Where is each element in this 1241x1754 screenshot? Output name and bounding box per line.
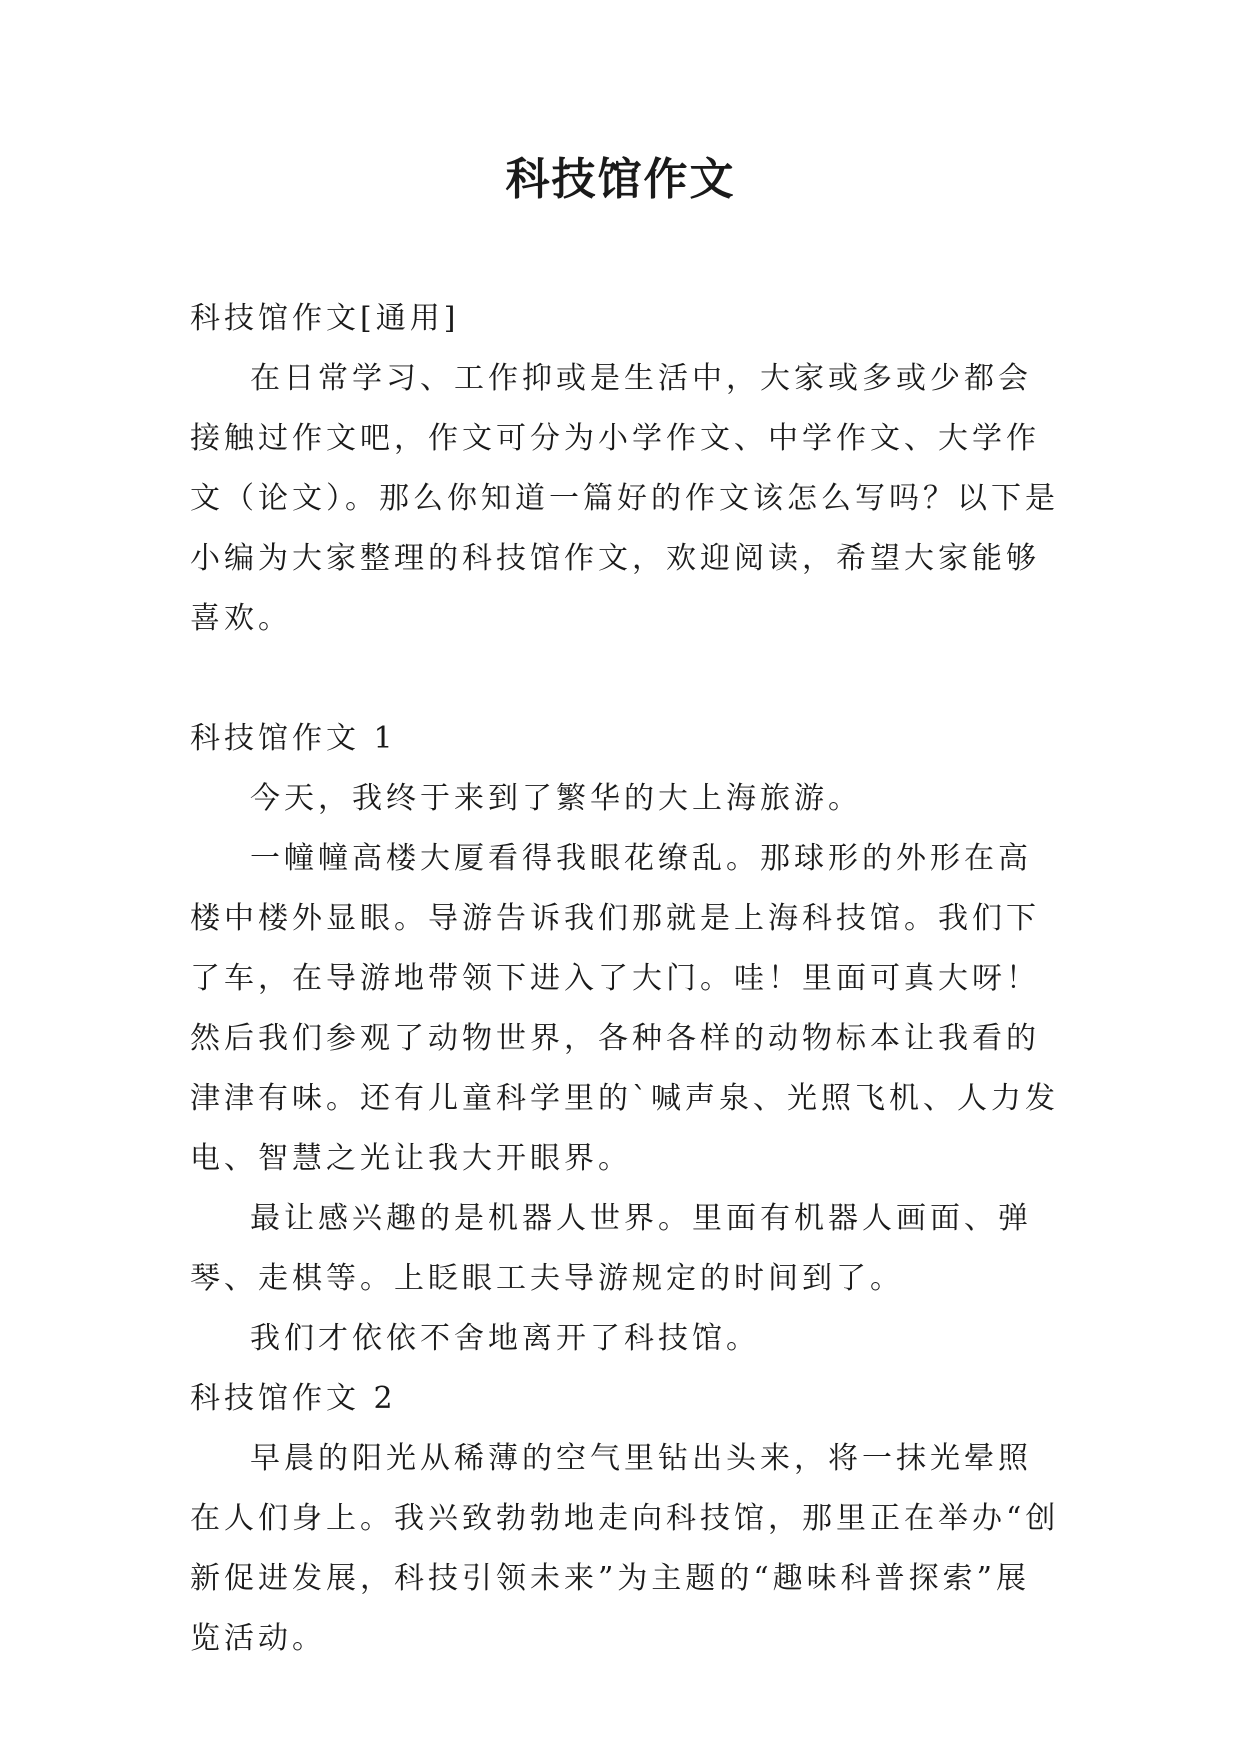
intro-paragraph: 在日常学习、工作抑或是生活中，大家或多或少都会接触过作文吧，作文可分为小学作文、中学作文、大学作文（论文）。那么你知道一篇好的作文该怎么写吗？以下是小编为大家整理的科技馆作文，欢迎阅读，希望大家能够喜欢。 [190,361,1059,636]
essay-1-paragraph: 一幢幢高楼大厦看得我眼花缭乱。那球形的外形在高楼中楼外显眼。导游告诉我们那就是上海科技馆。我们下了车，在导游地带领下进入了大门。哇！里面可真大呀！然后我们参观了动物世界，各种各样的动物标本让我看的津津有味。还有儿童科学里的`喊声泉、光照飞机、人力发电、智慧之光让我大开眼界。 [190,841,1059,1176]
essay-1-heading: 科技馆作文 1 [190,721,397,756]
intro-heading: 科技馆作文[通用] [190,301,460,336]
section-spacer [190,649,1060,709]
essay-2-paragraph: 早晨的阳光从稀薄的空气里钻出头来，将一抹光晕照在人们身上。我兴致勃勃地走向科技馆，那里正在举办“创新促进发展，科技引领未来”为主题的“趣味科普探索”展览活动。 [190,1441,1060,1656]
essay-1-paragraph: 今天，我终于来到了繁华的大上海旅游。 [250,781,862,816]
essay-1-paragraph: 我们才依依不舍地离开了科技馆。 [250,1321,760,1356]
document-body [190,289,1060,1669]
document-title: 科技馆作文 [505,154,736,205]
essay-1-paragraph: 最让感兴趣的是机器人世界。里面有机器人画面、弹琴、走棋等。上眨眼工夫导游规定的时间到了。 [190,1201,1032,1296]
essay-2-heading: 科技馆作文 2 [190,1381,397,1416]
